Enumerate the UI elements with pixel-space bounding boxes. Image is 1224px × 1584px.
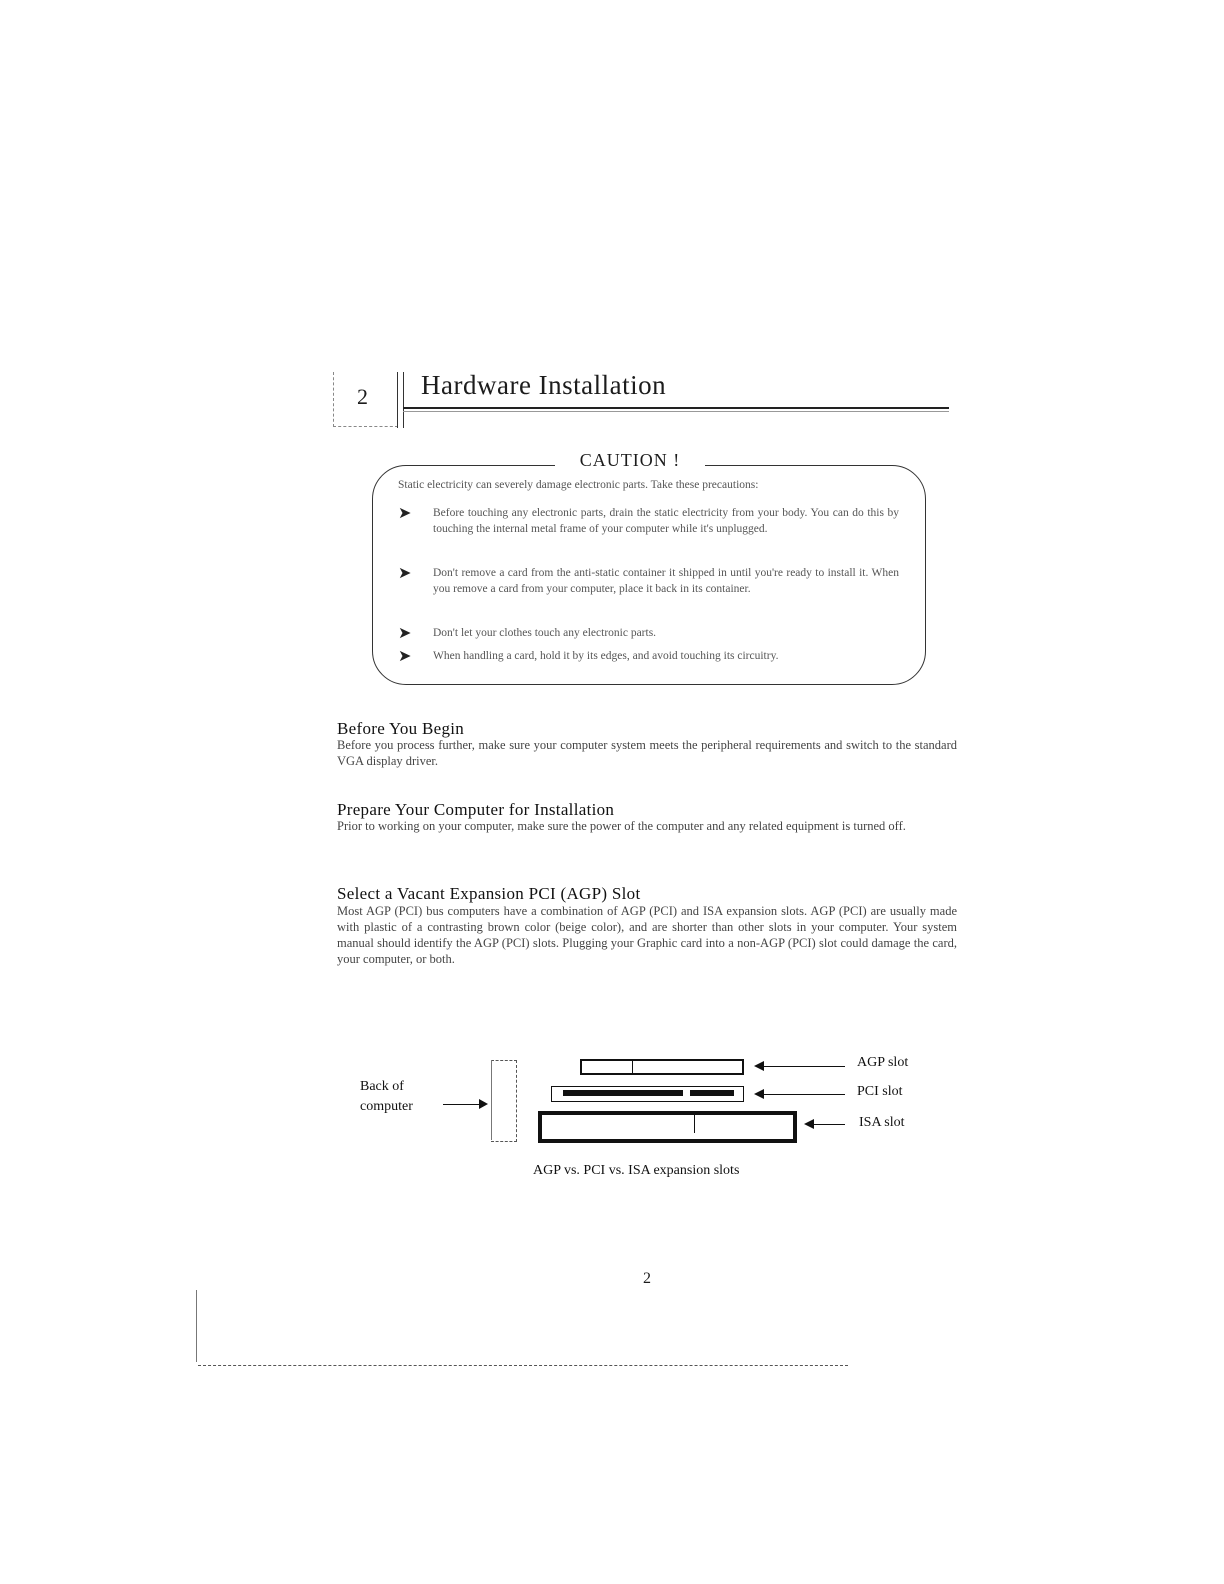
back-bracket-edge [491, 1060, 492, 1140]
arrow-right-icon [479, 1099, 488, 1109]
chapter-divider [397, 372, 398, 428]
caution-bullet: When handling a card, hold it by its edges, and avoid touching its circuitry. [433, 650, 779, 662]
caution-bullet: Don't let your clothes touch any electronic parts. [433, 627, 657, 639]
header-rule [403, 411, 949, 412]
back-of-computer-label: Back of [360, 1079, 404, 1094]
back-of-computer-label: computer [360, 1099, 413, 1114]
page-number: 2 [643, 1270, 651, 1287]
arrow-bullet-icon: ➤ [398, 648, 412, 665]
slot-divider [694, 1115, 695, 1133]
agp-slot [580, 1059, 744, 1075]
caution-bullet: Before touching any electronic parts, drain the static electricity from your body. You can do this by touching the internal metal frame of your computer while it's unplugged. [433, 507, 899, 535]
pci-slot-contacts [690, 1090, 734, 1096]
section-heading: Before You Begin [337, 719, 465, 738]
scan-margin-line [198, 1365, 848, 1367]
caution-bullet: Don't remove a card from the anti-static container it shipped in until you're ready to install it. When you remove a card from your computer, place it back in its container. [433, 567, 899, 595]
back-bracket [491, 1060, 517, 1142]
chapter-title: Hardware Installation [421, 370, 667, 400]
section-heading: Prepare Your Computer for Installation [337, 800, 615, 819]
chapter-number: 2 [357, 384, 368, 409]
scan-margin-line [196, 1290, 197, 1362]
pointer-arrow [813, 1124, 845, 1125]
isa-slot-groove [545, 1121, 787, 1125]
agp-slot-label: AGP slot [857, 1055, 909, 1070]
isa-slot-label: ISA slot [859, 1115, 905, 1130]
section-body: Prior to working on your computer, make sure the power of the computer and any related equipment is turned off. [337, 819, 906, 833]
caution-intro: Static electricity can severely damage electronic parts. Take these precautions: [398, 479, 759, 491]
arrow-bullet-icon: ➤ [398, 505, 412, 522]
header-rule [403, 407, 949, 409]
slot-divider [632, 1061, 633, 1073]
section-body: Before you process further, make sure your computer system meets the peripheral requirements and switch to the standard VGA display driver. [337, 738, 957, 768]
chapter-divider [403, 372, 404, 428]
caution-title: CAUTION ! [555, 450, 705, 471]
arrow-bullet-icon: ➤ [398, 625, 412, 642]
pointer-arrow [763, 1066, 845, 1067]
section-heading: Select a Vacant Expansion PCI (AGP) Slot [337, 884, 641, 903]
figure-caption: AGP vs. PCI vs. ISA expansion slots [533, 1163, 740, 1178]
pointer-arrow [763, 1094, 845, 1095]
pci-slot-contacts [563, 1090, 683, 1096]
pointer-arrow [443, 1104, 481, 1105]
pci-slot-label: PCI slot [857, 1084, 903, 1099]
arrow-bullet-icon: ➤ [398, 565, 412, 582]
isa-slot [538, 1111, 797, 1143]
section-body: Most AGP (PCI) bus computers have a combination of AGP (PCI) and ISA expansion slots. AGP (PCI) are usually made with plastic of a contrasting brown color (beige color), and are shorter than other slots in your computer. Your system manual should identify the AGP (PCI) slots. Plugging your Graphic card into a non-AGP (PCI) slot could damage the card, your computer, or both. [337, 904, 957, 966]
